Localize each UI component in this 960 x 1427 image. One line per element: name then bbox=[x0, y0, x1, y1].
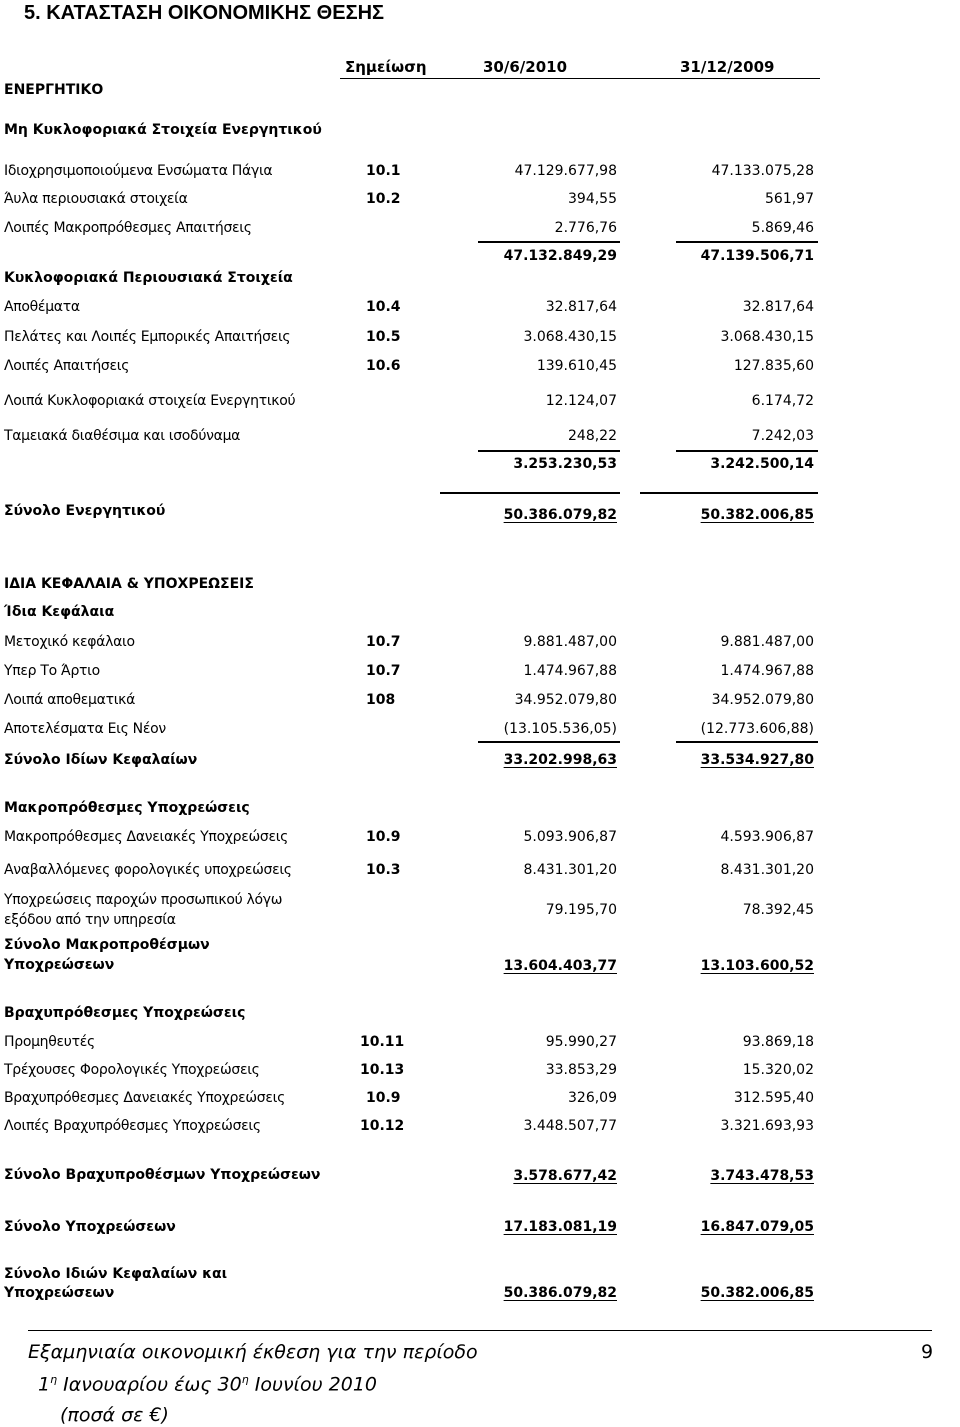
row-note: 10.6 bbox=[366, 358, 401, 374]
total-short-term-label: Σύνολο Βραχυπροθέσμων Υποχρεώσεων bbox=[4, 1167, 321, 1183]
row-note: 10.1 bbox=[366, 163, 401, 179]
row-value-2009: 9.881.487,00 bbox=[720, 634, 814, 650]
assets-title: ΕΝΕΡΓΗΤΙΚΟ bbox=[4, 82, 104, 98]
row-label: Ιδιοχρησιμοποιούμενα Ενσώματα Πάγια bbox=[4, 163, 273, 179]
row-value-2010: 2.776,76 bbox=[554, 220, 617, 236]
row-label: Λοιπές Απαιτήσεις bbox=[4, 358, 130, 374]
total-assets-2009: 50.382.006,85 bbox=[700, 507, 814, 523]
non-current-total-2010: 47.132.849,29 bbox=[503, 248, 617, 264]
row-value-2009: 6.174,72 bbox=[751, 393, 814, 409]
non-current-assets-title: Μη Κυκλοφοριακά Στοιχεία Ενεργητικού bbox=[4, 122, 322, 138]
row-label: Λοιπές Μακροπρόθεσμες Απαιτήσεις bbox=[4, 220, 252, 236]
row-value-2009: 4.593.906,87 bbox=[720, 829, 814, 845]
total-rule bbox=[440, 492, 620, 494]
total-long-term-2009: 13.103.600,52 bbox=[700, 958, 814, 974]
row-value-2010: 5.093.906,87 bbox=[523, 829, 617, 845]
row-value-2009: (12.773.606,88) bbox=[700, 721, 814, 737]
row-value-2010: 248,22 bbox=[568, 428, 617, 444]
row-label-line1: Υποχρεώσεις παροχών προσωπικού λόγω bbox=[4, 892, 283, 908]
total-liabilities-2010: 17.183.081,19 bbox=[503, 1219, 617, 1235]
current-assets-title: Κυκλοφοριακά Περιουσιακά Στοιχεία bbox=[4, 270, 293, 286]
row-note: 10.3 bbox=[366, 862, 401, 878]
row-value-2010: 33.853,29 bbox=[545, 1062, 617, 1078]
row-value-2010: 34.952.079,80 bbox=[514, 692, 617, 708]
row-note: 10.9 bbox=[366, 829, 401, 845]
row-note: 10.9 bbox=[366, 1090, 401, 1106]
total-equity-2010: 33.202.998,63 bbox=[503, 752, 617, 768]
row-label: Αναβαλλόμενες φορολογικές υποχρεώσεις bbox=[4, 862, 292, 878]
row-label: Άυλα περιουσιακά στοιχεία bbox=[4, 191, 188, 207]
row-value-2010: 95.990,27 bbox=[545, 1034, 617, 1050]
row-note: 10.2 bbox=[366, 191, 401, 207]
row-value-2010: 1.474.967,88 bbox=[523, 663, 617, 679]
header-rule bbox=[340, 78, 820, 79]
row-value-2009: 15.320,02 bbox=[742, 1062, 814, 1078]
row-value-2009: 8.431.301,20 bbox=[720, 862, 814, 878]
total-short-term-2010: 3.578.677,42 bbox=[513, 1168, 617, 1184]
row-value-2010: 3.448.507,77 bbox=[523, 1118, 617, 1134]
row-label: Τρέχουσες Φορολογικές Υποχρεώσεις bbox=[4, 1062, 260, 1078]
total-rule bbox=[640, 492, 818, 494]
row-value-2009: 3.068.430,15 bbox=[720, 329, 814, 345]
footer-rule bbox=[28, 1330, 932, 1331]
subtotal-rule bbox=[478, 241, 620, 243]
row-value-2010: 394,55 bbox=[568, 191, 617, 207]
row-value-2009: 34.952.079,80 bbox=[711, 692, 814, 708]
grand-total-label-line2: Υποχρεώσεων bbox=[4, 1285, 115, 1301]
row-label: Αποτελέσματα Εις Νέον bbox=[4, 721, 166, 737]
row-note: 10.12 bbox=[360, 1118, 405, 1134]
subtotal-rule bbox=[676, 741, 818, 743]
row-label: Πελάτες και Λοιπές Εμπορικές Απαιτήσεις bbox=[4, 329, 291, 345]
long-term-liabilities-title: Μακροπρόθεσμες Υποχρεώσεις bbox=[4, 800, 250, 816]
row-note: 10.7 bbox=[366, 634, 401, 650]
subtotal-rule bbox=[478, 450, 620, 452]
page-heading: 5. ΚΑΤΑΣΤΑΣΗ ΟΙΚΟΝΟΜΙΚΗΣ ΘΕΣΗΣ bbox=[24, 2, 385, 24]
column-header-period1: 30/6/2010 bbox=[483, 58, 568, 76]
row-label-line2: εξόδου από την υπηρεσία bbox=[4, 912, 176, 928]
row-label: Λοιπά αποθεματικά bbox=[4, 692, 136, 708]
row-value-2010: 32.817,64 bbox=[545, 299, 617, 315]
row-note: 10.13 bbox=[360, 1062, 405, 1078]
row-label: Λοιπά Κυκλοφοριακά στοιχεία Ενεργητικού bbox=[4, 393, 296, 409]
row-label: Ταμειακά διαθέσιμα και ισοδύναμα bbox=[4, 428, 241, 444]
row-value-2010: 3.068.430,15 bbox=[523, 329, 617, 345]
total-equity-label: Σύνολο Ιδίων Κεφαλαίων bbox=[4, 752, 198, 768]
row-label: Μακροπρόθεσμες Δανειακές Υποχρεώσεις bbox=[4, 829, 289, 845]
row-value-2009: 1.474.967,88 bbox=[720, 663, 814, 679]
page-number: 9 bbox=[921, 1341, 934, 1363]
current-total-2009: 3.242.500,14 bbox=[710, 456, 814, 472]
subtotal-rule bbox=[676, 450, 818, 452]
short-term-liabilities-title: Βραχυπρόθεσμες Υποχρεώσεις bbox=[4, 1005, 246, 1021]
grand-total-2010: 50.386.079,82 bbox=[503, 1285, 617, 1301]
row-note: 10.4 bbox=[366, 299, 401, 315]
total-long-term-label-line2: Υποχρεώσεων bbox=[4, 957, 115, 973]
row-value-2009: 47.133.075,28 bbox=[711, 163, 814, 179]
total-liabilities-2009: 16.847.079,05 bbox=[700, 1219, 814, 1235]
total-short-term-2009: 3.743.478,53 bbox=[710, 1168, 814, 1184]
row-note: 10.11 bbox=[360, 1034, 405, 1050]
row-note: 10.7 bbox=[366, 663, 401, 679]
row-value-2009: 78.392,45 bbox=[742, 902, 814, 918]
row-value-2009: 93.869,18 bbox=[742, 1034, 814, 1050]
row-value-2009: 312.595,40 bbox=[733, 1090, 814, 1106]
row-value-2009: 127.835,60 bbox=[733, 358, 814, 374]
total-equity-2009: 33.534.927,80 bbox=[700, 752, 814, 768]
row-label: Μετοχικό κεφάλαιο bbox=[4, 634, 135, 650]
column-header-period2: 31/12/2009 bbox=[680, 58, 775, 76]
equity-liabilities-title: ΙΔΙΑ ΚΕΦΑΛΑΙΑ & ΥΠΟΧΡΕΩΣΕΙΣ bbox=[4, 576, 254, 592]
row-label: Αποθέματα bbox=[4, 299, 80, 315]
total-liabilities-label: Σύνολο Υποχρεώσεων bbox=[4, 1219, 176, 1235]
non-current-total-2009: 47.139.506,71 bbox=[700, 248, 814, 264]
current-total-2010: 3.253.230,53 bbox=[513, 456, 617, 472]
row-note: 10.5 bbox=[366, 329, 401, 345]
row-label: Υπερ Το Άρτιο bbox=[4, 663, 100, 679]
total-assets-label: Σύνολο Ενεργητικού bbox=[4, 503, 166, 519]
column-header-note: Σημείωση bbox=[345, 58, 427, 76]
total-long-term-2010: 13.604.403,77 bbox=[503, 958, 617, 974]
row-value-2009: 3.321.693,93 bbox=[720, 1118, 814, 1134]
row-value-2010: 47.129.677,98 bbox=[514, 163, 617, 179]
footer-title: Εξαμηνιαία οικονομική έκθεση για την περίοδο bbox=[28, 1341, 478, 1363]
row-label: Λοιπές Βραχυπρόθεσμες Υποχρεώσεις bbox=[4, 1118, 261, 1134]
row-value-2009: 561,97 bbox=[765, 191, 814, 207]
row-value-2010: 79.195,70 bbox=[545, 902, 617, 918]
row-note: 108 bbox=[366, 692, 396, 708]
total-long-term-label-line1: Σύνολο Μακροπροθέσμων bbox=[4, 937, 210, 953]
row-value-2010: (13.105.536,05) bbox=[503, 721, 617, 737]
row-value-2010: 12.124,07 bbox=[545, 393, 617, 409]
grand-total-label-line1: Σύνολο Ιδιών Κεφαλαίων και bbox=[4, 1266, 228, 1282]
row-value-2009: 32.817,64 bbox=[742, 299, 814, 315]
footer-currency-note: (ποσά σε €) bbox=[60, 1404, 169, 1426]
row-value-2009: 7.242,03 bbox=[751, 428, 814, 444]
row-label: Βραχυπρόθεσμες Δανειακές Υποχρεώσεις bbox=[4, 1090, 285, 1106]
subtotal-rule bbox=[478, 741, 620, 743]
row-value-2010: 9.881.487,00 bbox=[523, 634, 617, 650]
row-value-2010: 139.610,45 bbox=[536, 358, 617, 374]
row-value-2010: 326,09 bbox=[568, 1090, 617, 1106]
equity-title: Ίδια Κεφάλαια bbox=[4, 604, 115, 620]
grand-total-2009: 50.382.006,85 bbox=[700, 1285, 814, 1301]
row-label: Προμηθευτές bbox=[4, 1034, 95, 1050]
subtotal-rule bbox=[676, 241, 818, 243]
total-assets-2010: 50.386.079,82 bbox=[503, 507, 617, 523]
row-value-2009: 5.869,46 bbox=[751, 220, 814, 236]
row-value-2010: 8.431.301,20 bbox=[523, 862, 617, 878]
footer-period: $1^\eta$ Ιανουαρίου έως $30^\eta$ Ιουνίου 2010 bbox=[38, 1373, 378, 1396]
